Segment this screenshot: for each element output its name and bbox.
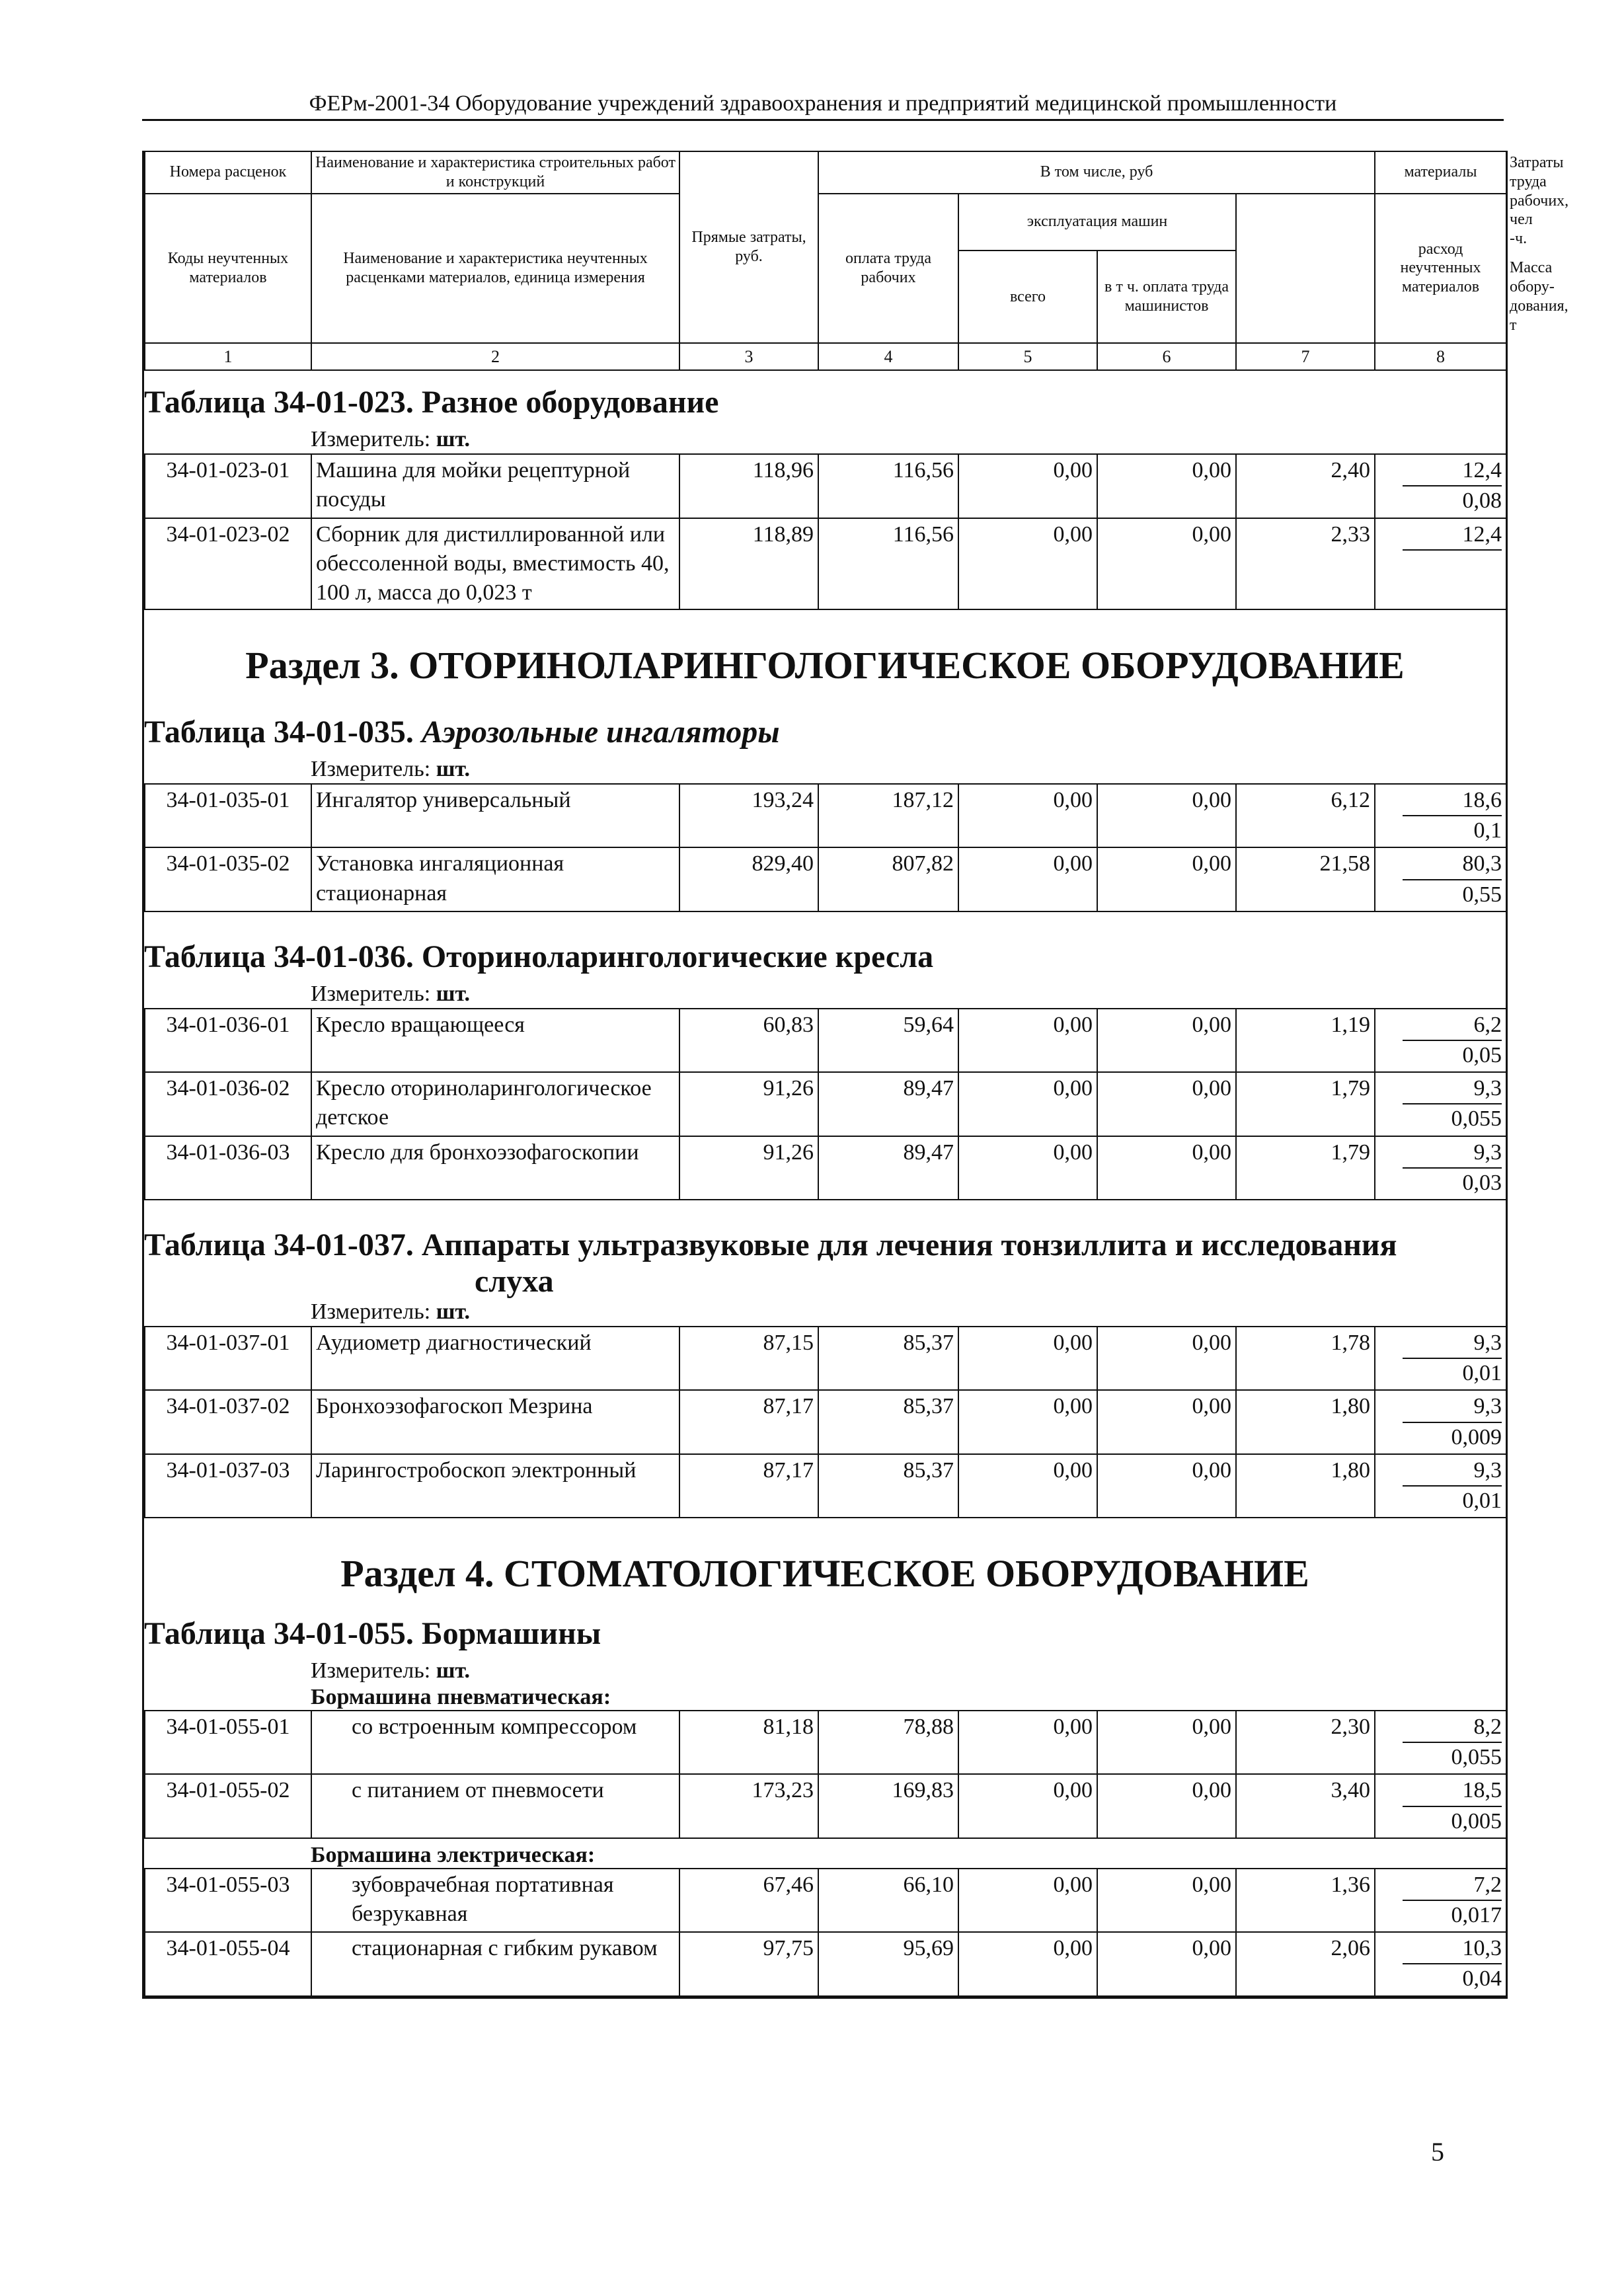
col-number: 2 [311,343,679,370]
materials-cost: 1,80 [1236,1390,1375,1453]
labor-hours: 9,3 [1403,1074,1502,1104]
col-direct-costs-header: Прямые затраты, руб. [679,151,818,343]
col-machines-total-header: всего [958,251,1097,343]
rates-table [144,453,1507,610]
labor-mass-cell [1375,847,1506,911]
equipment-mass: 0,08 [1462,488,1502,514]
table-row [145,847,1506,911]
labor-hours: 9,3 [1403,1138,1502,1169]
labor-mass-cell [1375,1327,1506,1390]
machines-total: 0,00 [958,784,1097,847]
machinist-pay: 0,00 [1097,1390,1236,1453]
col-material-name-header: Наименование и характеристика неучтенных расценками материалов, единица измерения [311,194,679,343]
labor-mass-cell [1375,1136,1506,1200]
labor-hours: 12,4 [1403,520,1502,551]
materials-cost: 1,79 [1236,1072,1375,1136]
materials-cost: 1,36 [1236,1869,1375,1932]
measure-unit: Измеритель: шт. [311,757,471,782]
materials-cost: 3,40 [1236,1774,1375,1838]
measure-unit: Измеритель: шт. [311,981,471,1006]
rate-code: 34-01-055-02 [145,1774,311,1838]
labor-mass-cell [1375,1009,1506,1072]
equipment-mass: 0,055 [1451,1106,1502,1132]
rates-table [144,1868,1507,1997]
rate-code: 34-01-055-03 [145,1869,311,1932]
equipment-mass: 0,04 [1462,1966,1502,1992]
worker-pay: 187,12 [818,784,958,847]
section-heading: Раздел 3. ОТОРИНОЛАРИНГОЛОГИЧЕСКОЕ ОБОРУДОВАНИЕ [245,644,1405,687]
labor-hours: 18,6 [1403,786,1502,816]
labor-hours: 10,3 [1403,1934,1502,1964]
materials-cost: 2,40 [1236,454,1375,518]
equipment-mass: 0,55 [1462,882,1502,907]
direct-costs: 60,83 [679,1009,818,1072]
materials-cost: 1,79 [1236,1136,1375,1200]
direct-costs: 87,17 [679,1390,818,1453]
rates-table [144,1710,1507,1839]
work-name: стационарная с гибким рукавом [311,1932,679,1995]
labor-hours: 9,3 [1403,1456,1502,1487]
labor-mass-cell [1375,1869,1506,1932]
worker-pay: 85,37 [818,1327,958,1390]
direct-costs: 118,89 [679,518,818,610]
labor-hours: 9,3 [1403,1329,1502,1359]
machines-total: 0,00 [958,1136,1097,1200]
table-row [145,1072,1506,1136]
labor-hours: 6,2 [1403,1011,1502,1041]
labor-mass-cell [1375,1390,1506,1453]
rate-code: 34-01-055-04 [145,1932,311,1995]
work-name: с питанием от пневмосети [311,1774,679,1838]
rate-code: 34-01-035-01 [145,784,311,847]
col-number: 3 [679,343,818,370]
materials-cost: 1,78 [1236,1327,1375,1390]
col-work-name-header: Наименование и характеристика строительных работ и конструкций [311,151,679,194]
direct-costs: 829,40 [679,847,818,911]
materials-cost: 2,06 [1236,1932,1375,1995]
worker-pay: 116,56 [818,518,958,610]
col-worker-pay-header: оплата труда рабочих [818,194,958,343]
machinist-pay: 0,00 [1097,1136,1236,1200]
measure-unit: Измеритель: шт. [311,1658,471,1683]
labor-hours: 9,3 [1403,1392,1502,1422]
machines-total: 0,00 [958,1711,1097,1774]
col-number: 5 [958,343,1097,370]
machines-total: 0,00 [958,454,1097,518]
col-machinist-pay-header: в т ч. оплата труда машинистов [1097,251,1236,343]
table-caption: Таблица 34-01-055. Бормашины [144,1616,601,1652]
worker-pay: 78,88 [818,1711,958,1774]
direct-costs: 193,24 [679,784,818,847]
labor-hours: 80,3 [1403,849,1502,880]
work-name: со встроенным компрессором [311,1711,679,1774]
machinist-pay: 0,00 [1097,1327,1236,1390]
direct-costs: 91,26 [679,1072,818,1136]
materials-cost: 2,33 [1236,518,1375,610]
labor-mass-cell [1375,454,1506,518]
equipment-mass: 0,009 [1451,1424,1502,1450]
equipment-mass: 0,01 [1462,1488,1502,1513]
rate-code: 34-01-037-03 [145,1454,311,1518]
table-caption: Таблица 34-01-023. Разное оборудование [144,385,719,420]
materials-cost: 6,12 [1236,784,1375,847]
machines-total: 0,00 [958,1869,1097,1932]
equipment-mass: 0,03 [1462,1170,1502,1195]
group-label: Бормашина электрическая: [311,1842,596,1867]
direct-costs: 91,26 [679,1136,818,1200]
group-label: Бормашина пневматическая: [311,1685,611,1710]
column-header: Номера расценок Наименование и характеристика строительных работ и конструкций Прямые затраты, руб. В том числе, руб материалы Затраты труда рабочих, чел -ч. Коды неучтенных материалов Наименование и характеристика неучтенных расценками материалов, единица измерения оплата труда рабочих эксплуатация машин расход неучтенных материалов всего в т ч. оплата труда машинистов Масса обору-дования, т 1 2 3 4 5 6 7 8 [144,151,1507,371]
col-number: 7 [1236,343,1375,370]
machinist-pay: 0,00 [1097,847,1236,911]
work-name: Ингалятор универсальный [311,784,679,847]
labor-hours: 12,4 [1403,456,1502,486]
worker-pay: 807,82 [818,847,958,911]
work-name: зубоврачебная портативная безрукавная [311,1869,679,1932]
col-rate-number-header: Номера расценок [145,151,311,194]
col-materials-group: материалы [1375,151,1506,194]
direct-costs: 97,75 [679,1932,818,1995]
table-row [145,454,1506,518]
work-name: Кресло для бронхоэзофагоскопии [311,1136,679,1200]
labor-hours: 7,2 [1403,1871,1502,1901]
equipment-mass: 0,017 [1451,1903,1502,1928]
table-row [145,1454,1506,1518]
table-row [145,1009,1506,1072]
table-row [145,1869,1506,1932]
worker-pay: 85,37 [818,1390,958,1453]
table-row [145,518,1506,610]
materials-cost: 21,58 [1236,847,1375,911]
col-number: 1 [145,343,311,370]
direct-costs: 173,23 [679,1774,818,1838]
machinist-pay: 0,00 [1097,518,1236,610]
col-materials-spacer [1236,194,1375,343]
equipment-mass: 0,005 [1451,1808,1502,1834]
col-number: 4 [818,343,958,370]
col-number: 8 [1375,343,1506,370]
machinist-pay: 0,00 [1097,1932,1236,1995]
table-caption: Таблица 34-01-036. Оториноларингологические кресла [144,939,934,974]
table-row [145,1136,1506,1200]
machinist-pay: 0,00 [1097,1869,1236,1932]
rates-table [144,783,1507,912]
table-caption: Таблица 34-01-035. Аэрозольные ингаляторы [144,715,780,750]
rate-code: 34-01-023-01 [145,454,311,518]
col-unaccounted-header: расход неучтенных материалов [1375,194,1506,343]
col-machines-group: эксплуатация машин [958,194,1236,251]
labor-hours: 18,5 [1403,1776,1502,1806]
machinist-pay: 0,00 [1097,454,1236,518]
equipment-mass: 0,1 [1473,818,1502,843]
col-material-codes-header: Коды неучтенных материалов [145,194,311,343]
rate-code: 34-01-037-01 [145,1327,311,1390]
rate-code: 34-01-037-02 [145,1390,311,1453]
labor-mass-cell [1375,518,1506,610]
rate-code: 34-01-023-02 [145,518,311,610]
rate-code: 34-01-035-02 [145,847,311,911]
direct-costs: 87,17 [679,1454,818,1518]
direct-costs: 81,18 [679,1711,818,1774]
labor-hours: 8,2 [1403,1713,1502,1743]
rates-table [144,1326,1507,1518]
worker-pay: 59,64 [818,1009,958,1072]
section-heading: Раздел 4. СТОМАТОЛОГИЧЕСКОЕ ОБОРУДОВАНИЕ [340,1552,1309,1596]
col-including-header: В том числе, руб [818,151,1375,194]
rates-table [144,1008,1507,1200]
labor-mass-cell [1375,1454,1506,1518]
table-row [145,1774,1506,1838]
machines-total: 0,00 [958,1009,1097,1072]
measure-unit: Измеритель: шт. [311,427,471,452]
labor-mass-cell [1375,1774,1506,1838]
direct-costs: 118,96 [679,454,818,518]
work-name: Кресло оториноларингологическое детское [311,1072,679,1136]
work-name: Сборник для дистиллированной или обессоленной воды, вместимость 40, 100 л, масса до 0,023 т [311,518,679,610]
machinist-pay: 0,00 [1097,1454,1236,1518]
table-row [145,1327,1506,1390]
table-caption: Таблица 34-01-037. Аппараты ультразвуковые для лечения тонзиллита и исследования слуха [144,1227,1397,1299]
col-number: 6 [1097,343,1236,370]
machines-total: 0,00 [958,1390,1097,1453]
table-row [145,784,1506,847]
materials-cost: 1,19 [1236,1009,1375,1072]
running-header: ФЕРм-2001-34 Оборудование учреждений здравоохранения и предприятий медицинской промышленности [142,91,1504,121]
table-row [145,1932,1506,1995]
rate-code: 34-01-036-03 [145,1136,311,1200]
worker-pay: 89,47 [818,1072,958,1136]
work-name: Ларингостробоскоп электронный [311,1454,679,1518]
machines-total: 0,00 [958,1932,1097,1995]
work-name: Машина для мойки рецептурной посуды [311,454,679,518]
machinist-pay: 0,00 [1097,1072,1236,1136]
estimate-table [142,151,1569,1999]
work-name: Установка ингаляционная стационарная [311,847,679,911]
machines-total: 0,00 [958,1072,1097,1136]
machines-total: 0,00 [958,518,1097,610]
machines-total: 0,00 [958,847,1097,911]
machinist-pay: 0,00 [1097,1711,1236,1774]
machines-total: 0,00 [958,1774,1097,1838]
worker-pay: 66,10 [818,1869,958,1932]
worker-pay: 89,47 [818,1136,958,1200]
labor-mass-cell [1375,784,1506,847]
rate-code: 34-01-055-01 [145,1711,311,1774]
labor-mass-cell [1375,1711,1506,1774]
labor-mass-cell [1375,1072,1506,1136]
worker-pay: 85,37 [818,1454,958,1518]
worker-pay: 116,56 [818,454,958,518]
rate-code: 34-01-036-01 [145,1009,311,1072]
page-number: 5 [1431,2137,1444,2167]
rate-code: 34-01-036-02 [145,1072,311,1136]
machines-total: 0,00 [958,1327,1097,1390]
work-name: Кресло вращающееся [311,1009,679,1072]
materials-cost: 2,30 [1236,1711,1375,1774]
machinist-pay: 0,00 [1097,1009,1236,1072]
table-row [145,1390,1506,1453]
worker-pay: 169,83 [818,1774,958,1838]
materials-cost: 1,80 [1236,1454,1375,1518]
direct-costs: 67,46 [679,1869,818,1932]
equipment-mass: 0,05 [1462,1043,1502,1068]
machinist-pay: 0,00 [1097,784,1236,847]
labor-mass-cell [1375,1932,1506,1995]
worker-pay: 95,69 [818,1932,958,1995]
table-row [145,1711,1506,1774]
measure-unit: Измеритель: шт. [311,1299,471,1324]
direct-costs: 87,15 [679,1327,818,1390]
work-name: Бронхоэзофагоскоп Мезрина [311,1390,679,1453]
equipment-mass: 0,055 [1451,1745,1502,1770]
work-name: Аудиометр диагностический [311,1327,679,1390]
machinist-pay: 0,00 [1097,1774,1236,1838]
machines-total: 0,00 [958,1454,1097,1518]
equipment-mass: 0,01 [1462,1361,1502,1386]
